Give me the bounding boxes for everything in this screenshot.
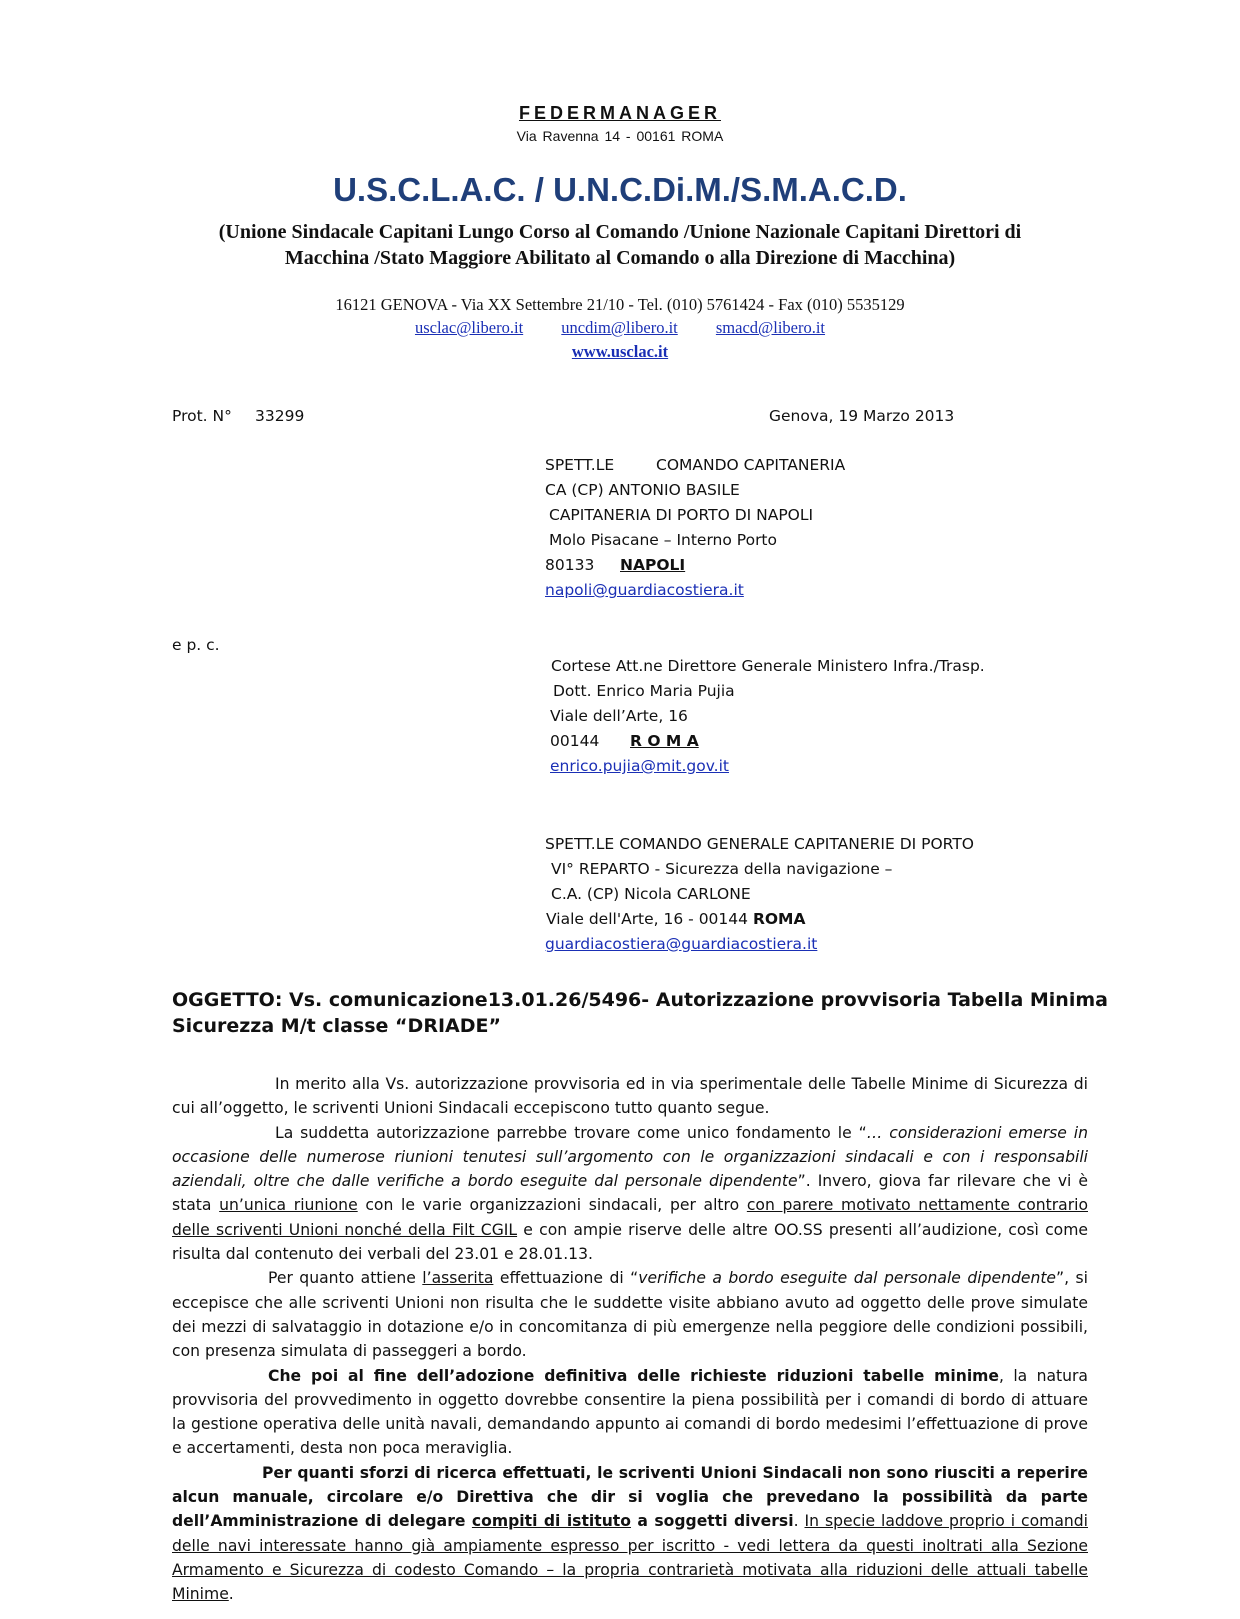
- epc-label: e p. c.: [172, 636, 220, 654]
- recipient1-street: Molo Pisacane – Interno Porto: [549, 531, 777, 549]
- recipient3-address: [546, 912, 805, 928]
- recipient1-email-link[interactable]: napoli@guardiacostiera.it: [545, 581, 744, 599]
- email-link-smacd[interactable]: smacd@libero.it: [715, 318, 826, 337]
- union-subtitle-line1: (Unione Sindacale Capitani Lungo Corso al Comando /Unione Nazionale Capitani Direttori di: [218, 221, 1022, 243]
- paragraph-3: Per quanto attiene l’asserita effettuazione di “verifiche a bordo eseguite dal personale dipendente”, si eccepisce che alle scriventi Unioni non risulta che le suddette visite abbiano avuto ad oggetto delle prove simulate dei mezzi di salvataggio in dotazione e/o in concomitanza di più emergenze nella peggiore delle condizioni possibili, con presenza simulata di passeggeri a bordo.: [172, 1269, 1088, 1361]
- recipient3-name: C.A. (CP) Nicola CARLONE: [551, 885, 751, 903]
- email-links: [0, 318, 1240, 338]
- paragraph-2: La suddetta autorizzazione parrebbe trovare come unico fondamento le “… considerazioni emerse in occasione delle numerose riunioni tenutesi sull’argomento con le organizzazioni sindacali e con i responsabili aziendali, oltre che dalle verifiche a bordo eseguite dal personale dipendente”. Invero, giova far rilevare che vi è stata un’unica riunione con le varie organizzazioni sindacali, per altro con parere motivato nettamente contrario delle scriventi Unioni nonché della Filt CGIL e con ampie riserve delle altre OO.SS presenti all’audizione, così come risulta dal contenuto dei verbali del 23.01 e 28.01.13.: [172, 1123, 1089, 1264]
- org-address: Via Ravenna 14 - 00161 ROMA: [516, 128, 724, 144]
- letter-body: [172, 1040, 1088, 1607]
- union-title: U.S.C.L.A.C. / U.N.C.Di.M./S.M.A.C.D.: [333, 171, 907, 208]
- recipient2-name: Dott. Enrico Maria Pujia: [553, 682, 735, 700]
- recipient1-city: NAPOLI: [620, 556, 686, 574]
- recipient1-authority: CAPITANERIA DI PORTO DI NAPOLI: [549, 506, 814, 524]
- recipient2-city: R O M A: [630, 732, 699, 750]
- recipient1-office: COMANDO CAPITANERIA: [656, 456, 846, 474]
- website-line: [0, 342, 1240, 362]
- recipient3-street: Viale dell'Arte, 16 - 00144: [546, 910, 753, 928]
- recipient3-email-link[interactable]: guardiacostiera@guardiacostiera.it: [545, 935, 818, 953]
- recipient1-name: CA (CP) ANTONIO BASILE: [545, 481, 740, 499]
- prot-label: Prot. N°: [172, 407, 232, 425]
- paragraph-5: Per quanti sforzi di ricerca effettuati, le scriventi Unioni Sindacali non sono riusciti a reperire alcun manuale, circolare e/o Direttiva che dir si voglia che prevedano la possibilità da parte dell’Amministrazione di delegare compiti di istituto a soggetti diversi. In specie laddove proprio i comandi delle navi interessate hanno già ampiamente espresso per iscritto - vedi lettera da questi inoltrati alla Sezione Armamento e Sicurezza di codesto Comando – la propria contrarietà motivata alla riduzioni delle attuali tabelle Minime.: [172, 1463, 1088, 1604]
- subject-line2: Sicurezza M/t classe “DRIADE”: [172, 1015, 501, 1037]
- recipient2-cap: 00144: [550, 732, 600, 750]
- paragraph-4: Che poi al fine dell’adozione definitiva delle richieste riduzioni tabelle minime, la natura provvisoria del provvedimento in oggetto dovrebbe consentire la piena possibilità per i comandi di bordo di attuare la gestione operativa delle unità navali, demandando appunto ai comandi di bordo medesimi l’effettuazione di prove e accertamenti, desta non poca meraviglia.: [172, 1366, 1088, 1458]
- place-date: Genova, 19 Marzo 2013: [769, 407, 955, 425]
- recipient3-city: ROMA: [752, 910, 806, 928]
- union-address: 16121 GENOVA - Via XX Settembre 21/10 - Tel. (010) 5761424 - Fax (010) 5535129: [335, 295, 905, 314]
- paragraph-1: In merito alla Vs. autorizzazione provvisoria ed in via sperimentale delle Tabelle Minime di Sicurezza di cui all’oggetto, le scriventi Unioni Sindacali eccepiscono tutto quanto segue.: [172, 1075, 1088, 1118]
- email-link-uncdim[interactable]: uncdim@libero.it: [561, 318, 678, 337]
- recipient1-cap: 80133: [545, 556, 595, 574]
- org-name: FEDERMANAGER: [518, 103, 721, 123]
- recipient3-office: SPETT.LE COMANDO GENERALE CAPITANERIE DI PORTO: [545, 835, 974, 853]
- prot-number: 33299: [255, 407, 305, 425]
- subject-line1: OGGETTO: Vs. comunicazione13.01.26/5496- Autorizzazione provvisoria Tabella Minima: [172, 989, 1108, 1011]
- recipient1-salutation: SPETT.LE: [545, 456, 615, 474]
- union-subtitle-line2: Macchina /Stato Maggiore Abilitato al Comando o alla Direzione di Macchina): [284, 247, 956, 269]
- website-link[interactable]: www.usclac.it: [571, 342, 669, 361]
- recipient2-email-link[interactable]: enrico.pujia@mit.gov.it: [550, 757, 729, 775]
- recipient2-attention: Cortese Att.ne Direttore Generale Ministero Infra./Trasp.: [551, 657, 985, 675]
- recipient3-department: VI° REPARTO - Sicurezza della navigazione –: [551, 860, 893, 878]
- email-link-usclac[interactable]: usclac@libero.it: [414, 318, 524, 337]
- recipient2-street: Viale dell’Arte, 16: [550, 707, 688, 725]
